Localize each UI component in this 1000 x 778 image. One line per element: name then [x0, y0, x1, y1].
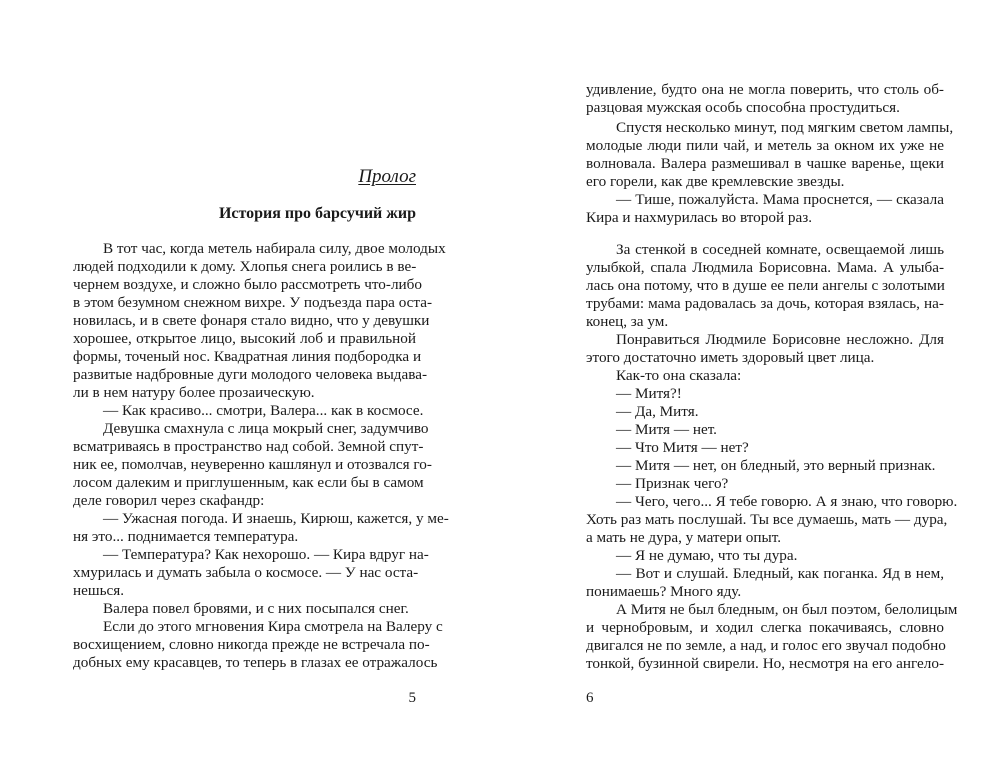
text-line: лосом далеким и приглушенным, как если бы в самом	[73, 474, 424, 491]
text-line: хмурилась и думать забыла о космосе. — У нас оста-	[73, 564, 419, 581]
text-line: — Ужасная погода. И знаешь, Кирюш, кажется, у ме-	[103, 510, 449, 527]
text-line: — Митя?!	[616, 385, 682, 402]
text-line: молодые люди пили чай, и метель за окном их уже не	[586, 137, 944, 154]
text-line: улыбкой, спала Людмила Борисовна. Мама. А улыба-	[586, 259, 944, 276]
text-line: и чернобровым, и ходил слегка покачиваясь, словно	[586, 619, 944, 636]
text-line: Как-то она сказала:	[616, 367, 742, 384]
text-line: В тот час, когда метель набирала силу, двое молодых	[103, 240, 446, 257]
chapter-subtitle: История про барсучий жир	[218, 205, 416, 222]
text-line: деле говорил через скафандр:	[73, 492, 265, 509]
text-line: — Как красиво... смотри, Валера... как в космосе.	[103, 402, 424, 419]
text-line: людей подходили к дому. Хлопья снега роились в ве-	[73, 258, 417, 275]
text-line: хорошее, открытое лицо, высокий лоб и правильной	[73, 330, 416, 347]
text-line: — Митя — нет, он бледный, это верный признак.	[616, 457, 936, 474]
text-line: а мать не дура, у матери опыт.	[586, 529, 782, 546]
text-line: — Митя — нет.	[616, 421, 717, 438]
text-line: Хоть раз мать послушай. Ты все думаешь, мать — дура,	[586, 511, 948, 528]
text-line: Если до этого мгновения Кира смотрела на Валеру с	[103, 618, 443, 635]
text-line: лась она потому, что в душе ее пели ангелы с золотыми	[586, 277, 945, 294]
text-line: всматриваясь в пространство над собой. Земной спут-	[73, 438, 424, 455]
text-line: Понравиться Людмиле Борисовне несложно. Для	[616, 331, 944, 348]
text-line: трубами: мама радовалась за дочь, которая взялась, на-	[586, 295, 944, 312]
text-line: формы, точеный нос. Квадратная линия подбородка и	[73, 348, 422, 365]
text-line: — Что Митя — нет?	[616, 439, 749, 456]
text-line: чернем воздухе, и сложно было рассмотреть что-либо	[73, 276, 422, 293]
text-line: ня это... поднимается температура.	[73, 528, 299, 545]
text-line: — Признак чего?	[616, 475, 729, 492]
text-line: — Да, Митя.	[616, 403, 699, 420]
text-line: — Чего, чего... Я тебе говорю. А я знаю, что говорю.	[616, 493, 958, 510]
text-line: его горели, как две кремлевские звезды.	[586, 173, 845, 190]
page-number: 6	[586, 690, 594, 706]
chapter-title: Пролог	[358, 166, 416, 187]
page-number: 5	[408, 690, 416, 706]
left-page	[73, 0, 449, 778]
text-line: — Тише, пожалуйста. Мама проснется, — сказала	[616, 191, 944, 208]
text-line: двигался не по земле, а над, и голос его звучал подобно	[586, 637, 946, 654]
text-line: тонкой, бузинной свирели. Но, несмотря на его ангело-	[586, 655, 944, 672]
text-line: ник ее, помолчав, неуверенно кашлянул и отозвался го-	[73, 456, 432, 473]
text-line: — Температура? Как нехорошо. — Кира вдруг на-	[103, 546, 429, 563]
right-page	[586, 0, 958, 778]
text-line: понимаешь? Много яду.	[586, 583, 742, 600]
text-line: в этом безумном снежном вихре. У подъезда пара оста-	[73, 294, 433, 311]
text-line: Валера повел бровями, и с них посыпался снег.	[103, 600, 409, 617]
text-line: удивление, будто она не могла поверить, что столь об-	[586, 81, 944, 98]
text-line: конец, за ум.	[586, 313, 669, 330]
text-line: нешься.	[73, 582, 125, 599]
text-line: развитые надбровные дуги молодого человека выдава-	[73, 366, 428, 383]
text-line: новилась, и в свете фонаря стало видно, что у девушки	[73, 312, 430, 329]
text-line: За стенкой в соседней комнате, освещаемой лишь	[616, 241, 944, 258]
text-line: добных ему красавцев, то теперь в глазах ее отражалось	[73, 654, 438, 671]
text-line: — Я не думаю, что ты дура.	[616, 547, 798, 564]
text-line: этого достаточно иметь здоровый цвет лица.	[586, 349, 875, 366]
text-line: Спустя несколько минут, под мягким светом лампы,	[616, 119, 954, 136]
text-line: Кира и нахмурилась во второй раз.	[586, 209, 813, 226]
text-line: А Митя не был бледным, он был поэтом, белолицым	[616, 601, 958, 618]
text-line: Девушка смахнула с лица мокрый снег, задумчиво	[103, 420, 429, 437]
text-line: волновала. Валера размешивал в чашке варенье, щеки	[586, 155, 944, 172]
text-line: восхищением, словно никогда прежде не встречала по-	[73, 636, 430, 653]
text-line: разцовая мужская особь способна простудиться.	[586, 99, 900, 116]
text-line: — Вот и слушай. Бледный, как поганка. Яд в нем,	[616, 565, 944, 582]
text-line: ли в нем натуру более прозаическую.	[73, 384, 315, 401]
